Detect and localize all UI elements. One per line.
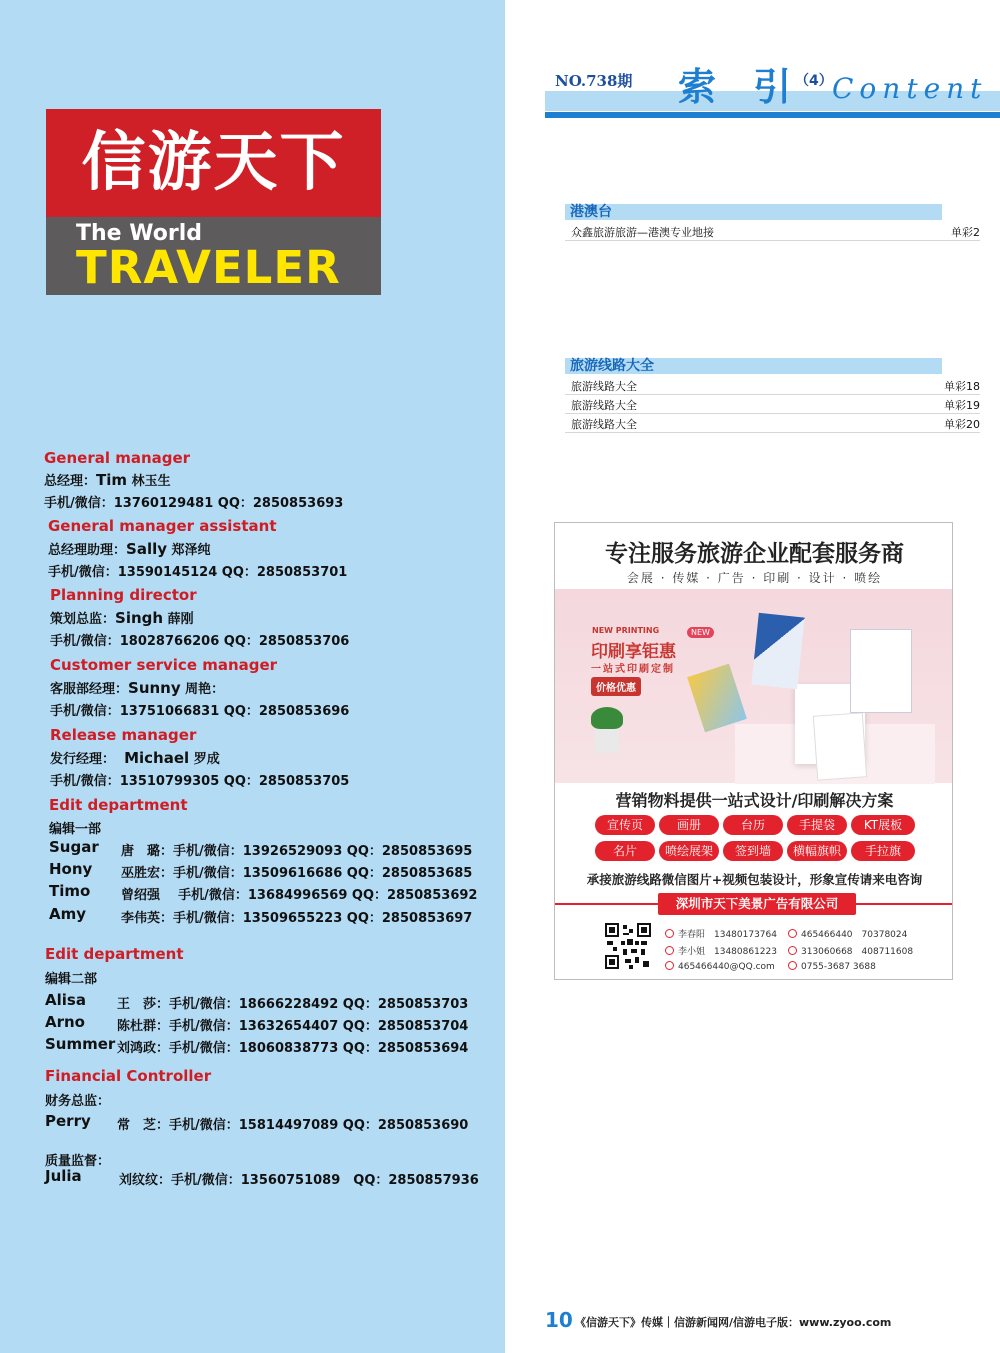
contact-text: 465466440 70378024	[801, 930, 908, 940]
edit1-m1-info	[121, 862, 472, 881]
staff-gma-contact: 手机/微信：13590145124 QQ：2850853701	[48, 565, 348, 580]
ad-company-name: 深圳市天下美景广告有限公司	[658, 893, 856, 915]
cn-name: 周艳：	[185, 682, 225, 697]
en-name: Singh	[115, 609, 164, 627]
cn-name: 王 莎：	[117, 997, 170, 1012]
logo-en	[46, 217, 381, 295]
logo-en-line2: TRAVELER	[76, 241, 341, 294]
edit1-m1-name: Hony	[49, 860, 93, 878]
cn-name: 罗成	[193, 752, 220, 767]
role-edit-department-1: Edit department	[49, 796, 188, 814]
ad-title: 专注服务旅游企业配套服务商	[605, 541, 904, 567]
contact: 手机/微信：13560751089 QQ：2850857936	[171, 1173, 479, 1188]
staff-pd-contact: 手机/微信：18028766206 QQ：2850853706	[50, 634, 350, 649]
ad-product-scene	[555, 589, 953, 783]
edit1-m2-info	[121, 884, 477, 903]
logo-en-line1: The World	[76, 221, 202, 246]
ad-service-pill: 台历	[723, 815, 783, 835]
en-name: Tim	[96, 471, 128, 489]
contact: 手机/微信：13684996569 QQ：2850853692	[178, 888, 478, 903]
edit1-m0-name: Sugar	[49, 838, 99, 856]
contact: 手机/微信：18060838773 QQ：2850853694	[169, 1041, 469, 1056]
cn-name: 郑泽纯	[171, 543, 211, 558]
staff-rm-line	[50, 748, 220, 767]
index-row[interactable]	[565, 395, 980, 414]
issue-number: NO.738期	[555, 72, 633, 90]
ad-service-pill: 横幅旗帜	[787, 841, 847, 861]
contact: 手机/微信：13509655223 QQ：2850853697	[173, 911, 473, 926]
ad-service-pill: 画册	[659, 815, 719, 835]
ad-price-badge: 价格优惠	[591, 677, 641, 696]
section-title-routes: 旅游线路大全	[570, 358, 654, 374]
contact-text: 李小姐 13480861223	[678, 947, 777, 957]
plant-leaves	[591, 707, 623, 729]
card-shape	[687, 664, 747, 733]
index-row-page: 单彩18	[944, 380, 980, 393]
index-row-name: 旅游线路大全	[571, 399, 637, 412]
index-row-name: 旅游线路大全	[571, 380, 637, 393]
label: 总经理助理：	[48, 543, 127, 558]
ad-contact-1	[665, 927, 777, 940]
ad-service-pill: 手拉旗	[851, 841, 915, 861]
cn-name: 曾绍强	[121, 888, 161, 903]
edit1-m2-name: Timo	[49, 882, 91, 900]
ad-service-pill: 手提袋	[787, 815, 847, 835]
ad-headline: 营销物料提供一站式设计/印刷解决方案	[615, 791, 894, 810]
index-row[interactable]	[565, 376, 980, 395]
index-row-page: 单彩20	[944, 418, 980, 431]
fc-label: 财务总监：	[45, 1094, 111, 1109]
index-row[interactable]	[565, 414, 980, 433]
staff-pd-line	[50, 608, 194, 627]
staff-csm-line	[50, 678, 224, 697]
cn-name: 林玉生	[131, 474, 171, 489]
qr-code-icon	[605, 923, 651, 969]
role-general-manager: General manager	[44, 449, 191, 467]
cn-name: 巫胜宏：	[121, 866, 174, 881]
edit2-m2-info	[117, 1037, 468, 1056]
index-row[interactable]	[565, 222, 980, 241]
contact-text: 465466440@QQ.com	[678, 962, 775, 972]
edit2-m1-name: Arno	[45, 1013, 85, 1031]
logo	[46, 109, 381, 295]
section-bar-hk-macau-taiwan	[565, 204, 942, 220]
index-row-name: 旅游线路大全	[571, 418, 637, 431]
qq-icon	[788, 946, 797, 955]
en-name: Sunny	[128, 679, 181, 697]
contact-text: 李春阳 13480173764	[678, 930, 777, 940]
role-gm-assistant: General manager assistant	[48, 517, 277, 535]
cn-name: 唐 璐：	[121, 844, 174, 859]
ad-contact-6	[788, 961, 876, 972]
qs-label: 质量监督：	[45, 1154, 111, 1169]
index-number: （4）	[795, 73, 833, 89]
role-customer-service: Customer service manager	[50, 656, 278, 674]
index-row-page: 单彩2	[951, 226, 980, 239]
ad-service-pill: 名片	[595, 841, 655, 861]
ad-service-note: 承接旅游线路微信图片+视频包装设计，形象宣传请来电咨询	[586, 872, 923, 887]
fc-name: Perry	[45, 1112, 91, 1130]
index-row-page: 单彩19	[944, 399, 980, 412]
folder-shape	[813, 712, 867, 780]
cn-name: 李伟英：	[121, 911, 174, 926]
role-financial-controller: Financial Controller	[45, 1067, 212, 1085]
label: 客服部经理：	[50, 682, 129, 697]
contact: 手机/微信：13632654407 QQ：2850853704	[169, 1019, 469, 1034]
edit1-m3-info	[121, 907, 472, 926]
label: 策划总监：	[50, 612, 116, 627]
qs-name: Julia	[45, 1167, 82, 1185]
index-row-name: 众鑫旅游旅游—港澳专业地接	[571, 226, 714, 239]
contact-text: 313060668 408711608	[801, 947, 914, 957]
ad-contact-4	[788, 927, 907, 940]
edit1-dept: 编辑一部	[49, 822, 102, 837]
cn-name: 刘鸿政：	[117, 1041, 170, 1056]
role-planning-director: Planning director	[50, 586, 197, 604]
edit1-m3-name: Amy	[49, 905, 87, 923]
ad-promo: 印刷享钜惠	[591, 642, 676, 662]
footer-text: 《信游天下》传媒｜信游新闻网/信游电子版：www.zyoo.com	[575, 1316, 892, 1329]
contact: 手机/微信：18666228492 QQ：2850853703	[169, 997, 469, 1012]
ad-service-pill: 宣传页	[595, 815, 655, 835]
content-word: Content	[832, 72, 988, 105]
brochure-shape	[751, 613, 804, 689]
staff-gma-line	[48, 539, 211, 558]
contact: 手机/微信：15814497089 QQ：2850853690	[169, 1118, 469, 1133]
contact: 手机/微信：13926529093 QQ：2850853695	[173, 844, 473, 859]
ad-contact-3	[665, 961, 775, 972]
fc-info	[117, 1114, 468, 1133]
ad-contact-5	[788, 944, 913, 957]
index-title: 索 引	[678, 65, 804, 109]
section-title-hk-macau-taiwan: 港澳台	[570, 204, 612, 220]
edit1-m0-info	[121, 840, 472, 859]
ad-new-tag: NEW	[687, 627, 714, 638]
cn-name: 陈杜群：	[117, 1019, 170, 1034]
header-rule	[545, 112, 1000, 118]
email-icon	[665, 961, 674, 970]
edit2-dept: 编辑二部	[45, 972, 98, 987]
phone-icon	[665, 929, 674, 938]
en-name: Michael	[124, 749, 190, 767]
contact-text: 0755-3687 3688	[801, 962, 876, 972]
logo-cn: 信游天下	[46, 109, 381, 217]
staff-csm-contact: 手机/微信：13751066831 QQ：2850853696	[50, 704, 350, 719]
ad-subtitle: 会展 · 传媒 · 广告 · 印刷 · 设计 · 喷绘	[626, 571, 883, 585]
cn-name: 常 芝：	[117, 1118, 170, 1133]
edit2-m2-name: Summer	[45, 1035, 116, 1053]
ad-service-pill: 喷绘展架	[659, 841, 719, 861]
plant-pot	[595, 727, 619, 753]
ad-contact-2	[665, 944, 777, 957]
page-number: 10	[545, 1308, 573, 1332]
ad-service-pill: 签到墙	[723, 841, 783, 861]
phone-icon	[665, 946, 674, 955]
bag-shape	[850, 629, 912, 713]
role-release-manager: Release manager	[50, 726, 197, 744]
qq-icon	[788, 929, 797, 938]
edit2-m1-info	[117, 1015, 468, 1034]
en-name: Sally	[126, 540, 168, 558]
cn-name: 薛刚	[167, 612, 194, 627]
ad-service-pill: KT展板	[851, 815, 915, 835]
staff-gm-contact: 手机/微信：13760129481 QQ：2850853693	[44, 496, 344, 511]
role-edit-department-2: Edit department	[45, 945, 184, 963]
ad-new-printing: NEW PRINTING	[592, 626, 660, 635]
print-advertisement[interactable]	[554, 522, 953, 980]
ad-promo-sub: 一站式印刷定制	[591, 664, 675, 675]
edit2-m0-name: Alisa	[45, 991, 86, 1009]
label: 发行经理：	[50, 752, 116, 767]
staff-rm-contact: 手机/微信：13510799305 QQ：2850853705	[50, 774, 350, 789]
telephone-icon	[788, 961, 797, 970]
cn-name: 刘纹纹：	[119, 1173, 172, 1188]
label: 总经理：	[44, 474, 97, 489]
edit2-m0-info	[117, 993, 468, 1012]
staff-gm-line	[44, 470, 171, 489]
contact: 手机/微信：13509616686 QQ：2850853685	[173, 866, 473, 881]
qs-info	[119, 1169, 479, 1188]
